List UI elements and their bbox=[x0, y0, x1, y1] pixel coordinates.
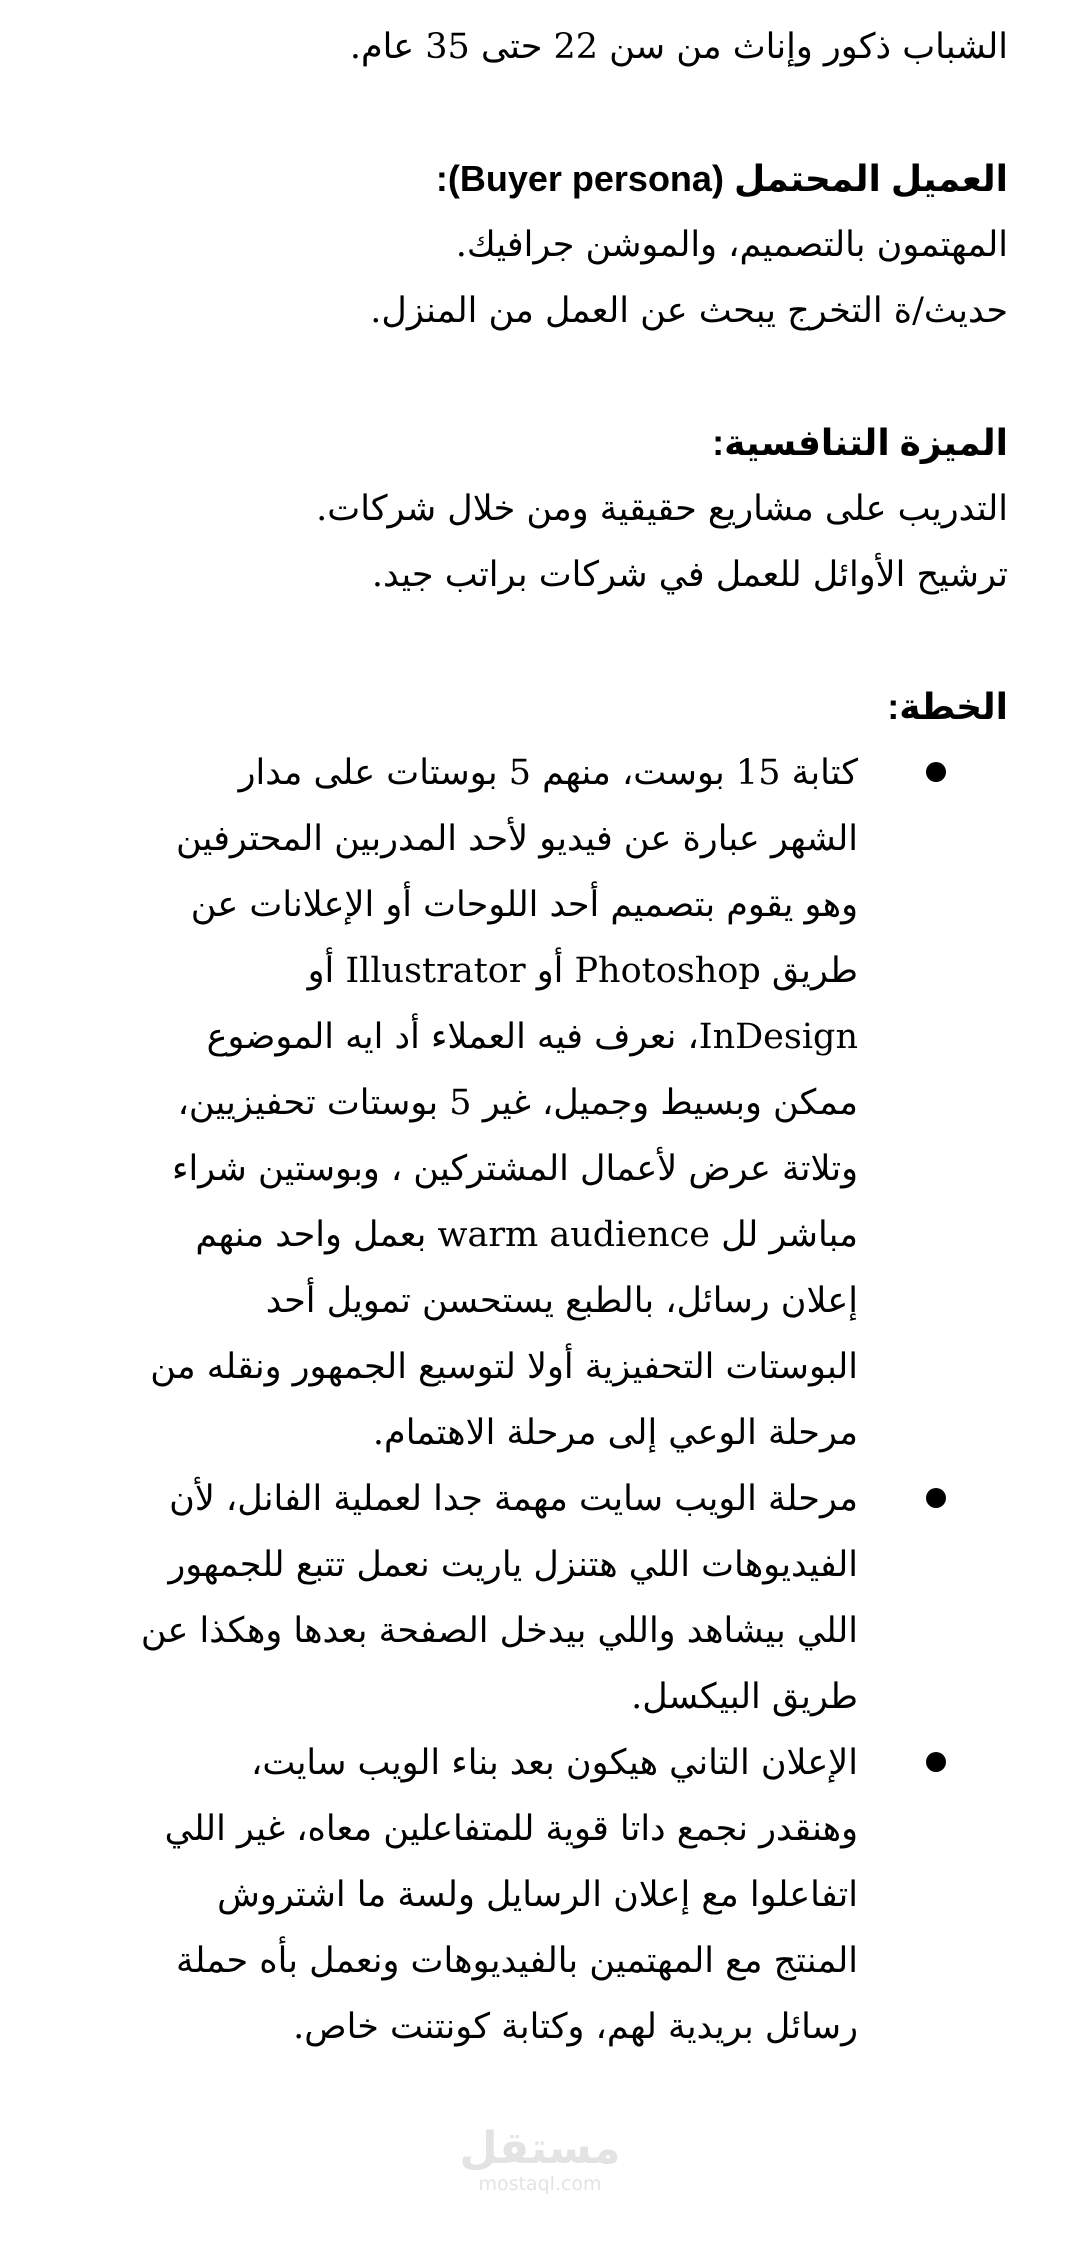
buyer-persona-section bbox=[70, 146, 1008, 344]
plan-item-line: اللي بيشاهد واللي بيدخل الصفحة بعدها وهكذا عن bbox=[140, 1611, 858, 1651]
plan-item-line: وهنقدر نجمع داتا قوية للمتفاعلين معاه، غير اللي bbox=[164, 1809, 858, 1849]
plan-item-line: المنتج مع المهتمين بالفيديوهات ونعمل بأه حملة bbox=[175, 1941, 858, 1981]
plan-item-line: البوستات التحفيزية أولا لتوسيع الجمهور ونقله من bbox=[150, 1347, 858, 1387]
competitive-advantage-line: التدريب على مشاريع حقيقية ومن خلال شركات. bbox=[316, 489, 1008, 529]
section-heading-buyer-persona: العميل المحتمل (Buyer persona): bbox=[435, 158, 1008, 199]
watermark-domain: mostaql.com bbox=[478, 2173, 602, 2195]
section-heading-plan: الخطة: bbox=[887, 686, 1008, 727]
plan-item-line: طريق البيكسل. bbox=[631, 1677, 858, 1717]
competitive-advantage-line: ترشيح الأوائل للعمل في شركات براتب جيد. bbox=[371, 555, 1008, 595]
plan-item-line: الفيديوهات اللي هتنزل ياريت نعمل تتبع للجمهور bbox=[168, 1545, 858, 1585]
plan-item bbox=[70, 740, 1008, 1466]
spacer bbox=[70, 344, 1008, 410]
plan-section bbox=[70, 674, 1008, 2060]
plan-item-line: رسائل بريدية لهم، وكتابة كونتنت خاص. bbox=[293, 2007, 858, 2047]
plan-item-text bbox=[70, 1730, 858, 2060]
mostaql-watermark bbox=[0, 2125, 1080, 2195]
intro-line: الشباب ذكور وإناث من سن 22 حتى 35 عام. bbox=[349, 27, 1008, 67]
spacer bbox=[70, 608, 1008, 674]
plan-item-line: اتفاعلوا مع إعلان الرسايل ولسة ما اشتروش bbox=[217, 1875, 858, 1915]
plan-item-line: طريق Photoshop أو Illustrator أو bbox=[307, 951, 858, 991]
spacer bbox=[70, 80, 1008, 146]
bullet-dot-icon bbox=[926, 1488, 946, 1508]
plan-item-line: مباشر لل warm audience بعمل واحد منهم bbox=[195, 1215, 858, 1255]
plan-list bbox=[70, 740, 1008, 2060]
plan-item-line: إعلان رسائل، بالطبع يستحسن تمويل أحد bbox=[265, 1281, 858, 1321]
plan-item-line: الشهر عبارة عن فيديو لأحد المدربين المحترفين bbox=[175, 819, 858, 859]
watermark-logo: مستقل bbox=[459, 2123, 621, 2174]
bullet-dot-icon bbox=[926, 762, 946, 782]
plan-item bbox=[70, 1466, 1008, 1730]
buyer-persona-line: حديث/ة التخرج يبحث عن العمل من المنزل. bbox=[370, 291, 1008, 331]
plan-item-line: كتابة 15 بوست، منهم 5 بوستات على مدار bbox=[238, 753, 858, 793]
plan-item-text bbox=[70, 1466, 858, 1730]
competitive-advantage-section bbox=[70, 410, 1008, 608]
buyer-persona-line: المهتمون بالتصميم، والموشن جرافيك. bbox=[455, 225, 1008, 265]
plan-item-line: مرحلة الويب سايت مهمة جدا لعملية الفانل، لأن bbox=[169, 1479, 858, 1519]
plan-item-line: وتلاتة عرض لأعمال المشتركين ، وبوستين شراء bbox=[172, 1149, 858, 1189]
plan-item-line: وهو يقوم بتصميم أحد اللوحات أو الإعلانات عن bbox=[190, 885, 858, 925]
plan-item-line: الإعلان التاني هيكون بعد بناء الويب سايت، bbox=[251, 1743, 858, 1783]
bullet-dot-icon bbox=[926, 1752, 946, 1772]
plan-item bbox=[70, 1730, 1008, 2060]
section-heading-competitive-advantage: الميزة التنافسية: bbox=[712, 422, 1008, 463]
plan-item-line: مرحلة الوعي إلى مرحلة الاهتمام. bbox=[372, 1413, 858, 1453]
plan-item-line: InDesign، نعرف فيه العملاء أد ايه الموضوع bbox=[206, 1017, 858, 1057]
plan-item-line: ممكن وبسيط وجميل، غير 5 بوستات تحفيزيين، bbox=[177, 1083, 858, 1123]
plan-item-text bbox=[70, 740, 858, 1466]
